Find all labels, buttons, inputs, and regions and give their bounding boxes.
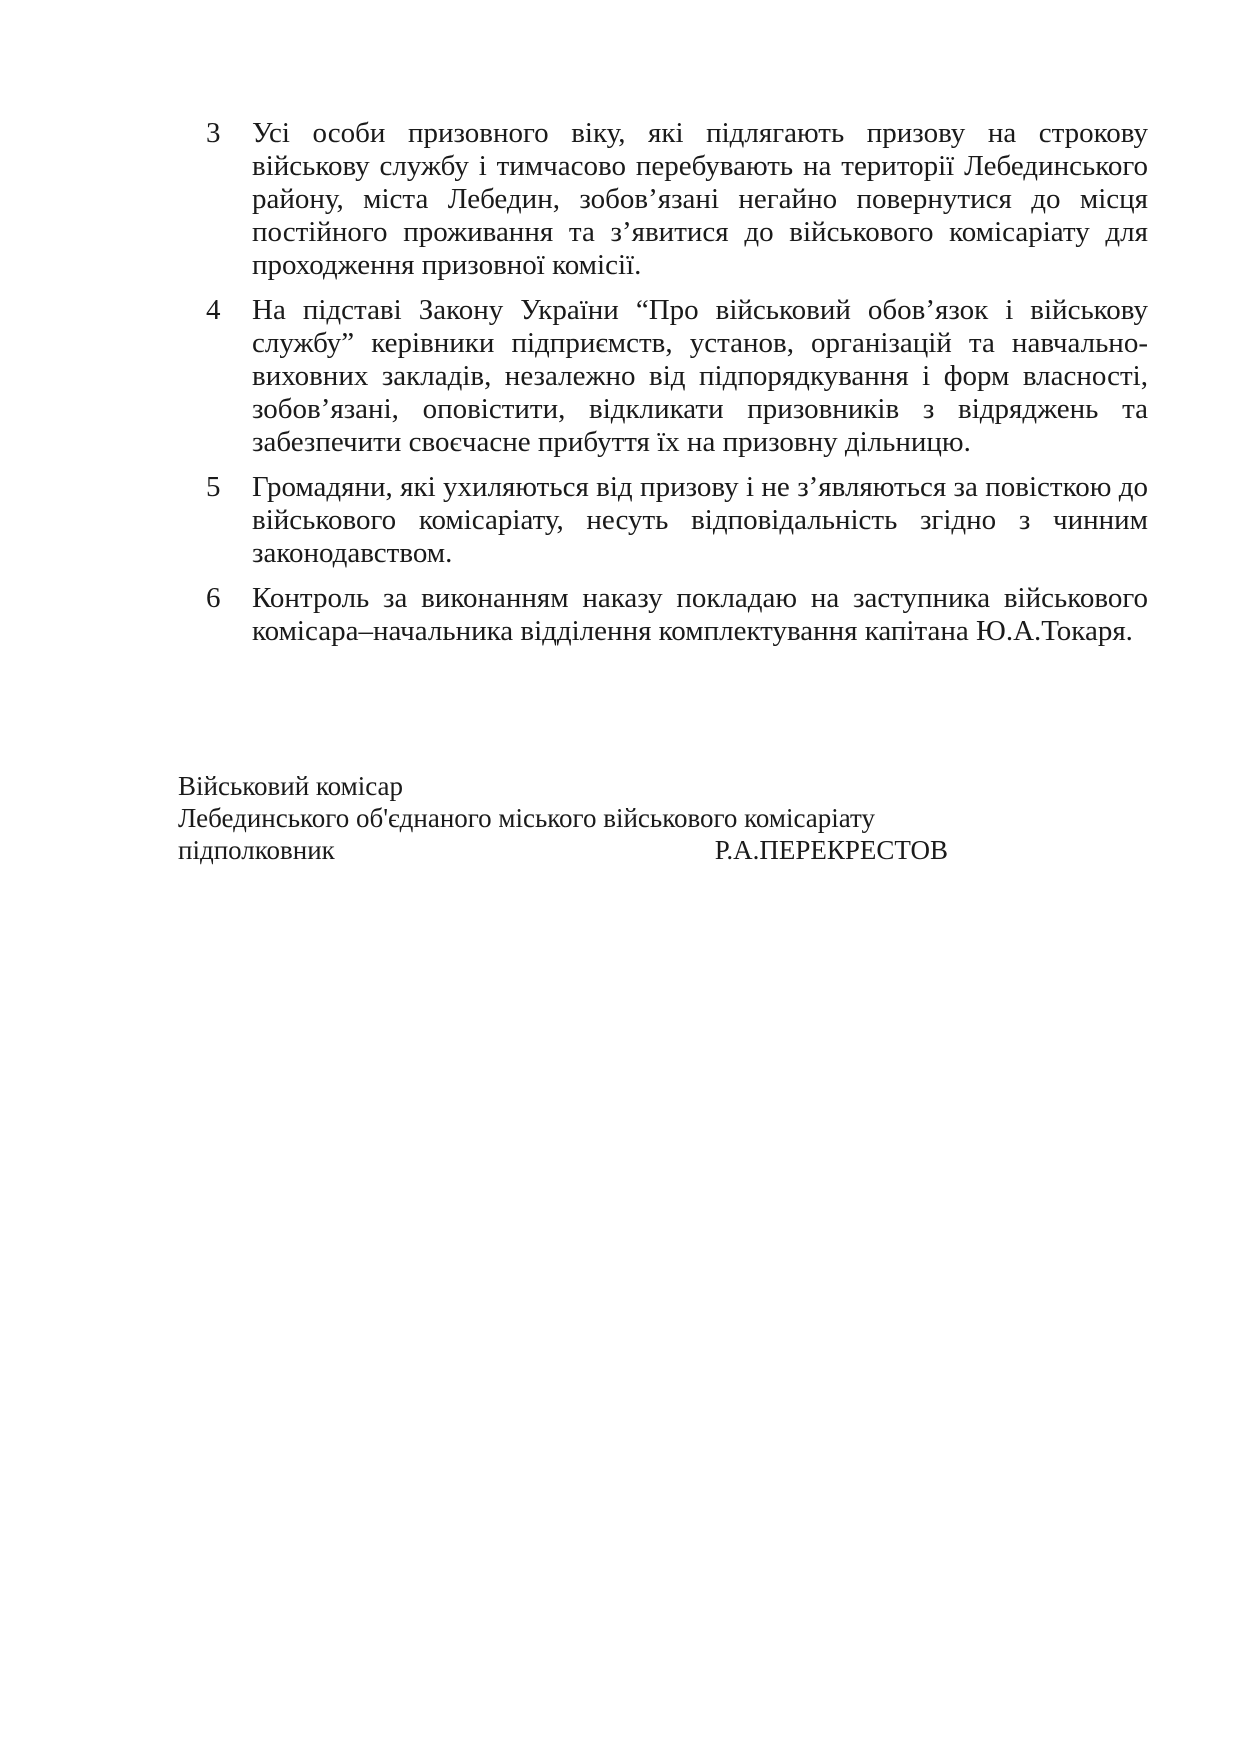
item-number: 4 [206,294,221,326]
order-item [206,117,1148,282]
item-number: 5 [206,471,221,503]
signature-rank: підполковник [178,835,335,865]
item-number: 6 [206,582,221,614]
item-text: Усі особи призовного віку, які підлягають призову на строкову військову службу і тимчасово перебувають на території Лебединського району, міста Лебедин, зобов’язані негайно повернутися до місця постійного проживання та з’явитися до військового комісаріату для проходження призовної комісії. [252,117,1148,281]
order-item [206,582,1148,648]
signature-block [178,770,958,866]
item-text: Громадяни, які ухиляються від призову і не з’являються за повісткою до військового комісаріату, несуть відповідальність згідно з чинним законодавством. [252,471,1148,569]
signature-title: Військовий комісар [178,771,404,801]
order-item [206,471,1148,570]
signature-rank-row [178,834,948,866]
signature-organization: Лебединського об'єднаного міського військового комісаріату [178,803,876,833]
item-text: На підставі Закону України “Про військовий обов’язок і військову службу” керівники підприємств, установ, організацій та навчально-виховних закладів, незалежно від підпорядкування і форм власності, зобов’язані, оповістити, відкликати призовників з відряджень та забезпечити своєчасне прибуття їх на призовну дільницю. [252,294,1148,458]
signature-name: Р.А.ПЕРЕКРЕСТОВ [714,835,948,865]
item-text: Контроль за виконанням наказу покладаю на заступника військового комісара–начальника відділення комплектування капітана Ю.А.Токаря. [252,582,1148,647]
order-item [206,294,1148,459]
order-items-list [206,117,1148,648]
item-number: 3 [206,117,221,149]
